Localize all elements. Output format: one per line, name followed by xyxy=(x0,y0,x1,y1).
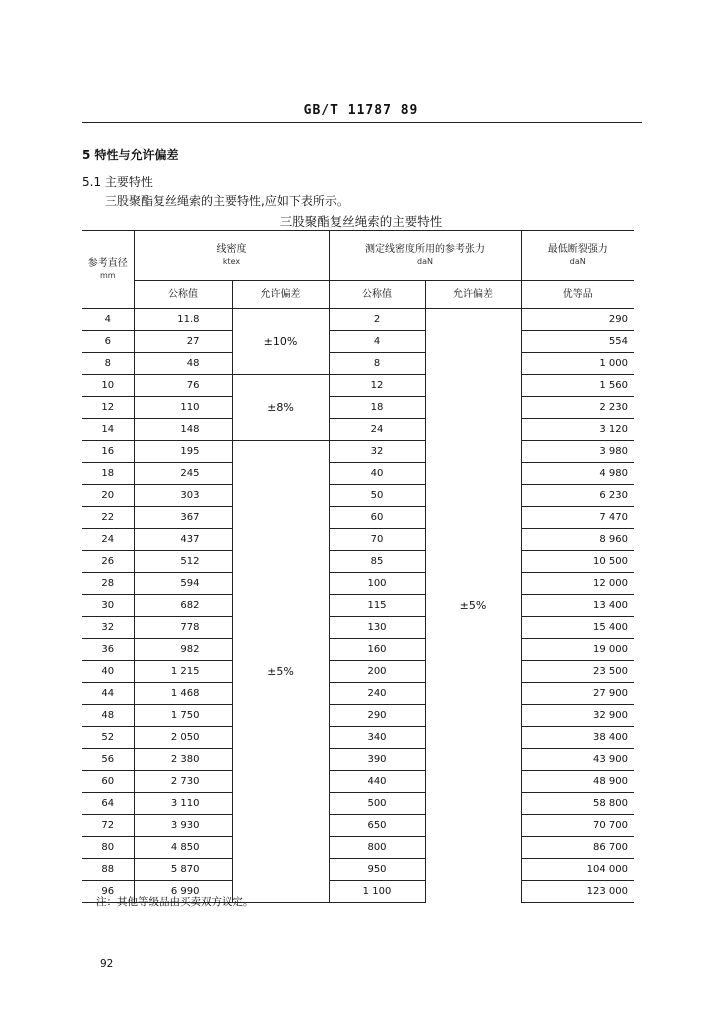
cell-diameter: 26 xyxy=(82,551,134,573)
table-row xyxy=(82,617,634,639)
table-row xyxy=(82,309,634,331)
cell-linear-density: 5 870 xyxy=(134,859,232,881)
cell-breaking-strength: 19 000 xyxy=(521,639,634,661)
table-caption: 三股聚酯复丝绳索的主要特性 xyxy=(279,214,443,229)
cell-tension: 200 xyxy=(329,661,425,683)
table-row xyxy=(82,595,634,617)
cell-diameter: 30 xyxy=(82,595,134,617)
cell-linear-density: 6 990 xyxy=(134,881,232,903)
cell-linear-density: 682 xyxy=(134,595,232,617)
page-number: 92 xyxy=(100,958,114,970)
cell-tension-tolerance: ±5% xyxy=(425,309,521,903)
header-breaking xyxy=(521,231,634,281)
header-linear-density-label: 线密度 xyxy=(216,243,247,255)
cell-linear-density: 148 xyxy=(134,419,232,441)
table-row xyxy=(82,639,634,661)
cell-tension: 100 xyxy=(329,573,425,595)
header-ld-nominal: 公称值 xyxy=(134,281,232,309)
cell-breaking-strength: 554 xyxy=(521,331,634,353)
header-diameter-unit: mm xyxy=(99,270,116,280)
cell-diameter: 96 xyxy=(82,881,134,903)
cell-diameter: 16 xyxy=(82,441,134,463)
cell-diameter: 24 xyxy=(82,529,134,551)
cell-tension: 60 xyxy=(329,507,425,529)
cell-diameter: 22 xyxy=(82,507,134,529)
cell-breaking-strength: 123 000 xyxy=(521,881,634,903)
cell-breaking-strength: 7 470 xyxy=(521,507,634,529)
cell-breaking-strength: 15 400 xyxy=(521,617,634,639)
cell-diameter: 48 xyxy=(82,705,134,727)
table-row xyxy=(82,683,634,705)
cell-breaking-strength: 23 500 xyxy=(521,661,634,683)
cell-ld-tolerance: ±8% xyxy=(232,375,329,441)
cell-tension: 290 xyxy=(329,705,425,727)
header-tension-label: 测定线密度所用的参考张力 xyxy=(365,243,485,255)
cell-tension: 18 xyxy=(329,397,425,419)
cell-breaking-strength: 290 xyxy=(521,309,634,331)
header-grade: 优等品 xyxy=(521,281,634,309)
cell-linear-density: 245 xyxy=(134,463,232,485)
header-breaking-unit: daN xyxy=(569,256,586,266)
cell-tension: 85 xyxy=(329,551,425,573)
cell-breaking-strength: 2 230 xyxy=(521,397,634,419)
cell-ld-tolerance: ±10% xyxy=(232,309,329,375)
cell-linear-density: 1 468 xyxy=(134,683,232,705)
table-row xyxy=(82,353,634,375)
cell-diameter: 8 xyxy=(82,353,134,375)
standard-code: GB/T 11787 89 xyxy=(303,103,419,118)
table-row xyxy=(82,463,634,485)
header-breaking-label: 最低断裂强力 xyxy=(547,243,608,255)
cell-breaking-strength: 3 120 xyxy=(521,419,634,441)
cell-breaking-strength: 8 960 xyxy=(521,529,634,551)
cell-diameter: 36 xyxy=(82,639,134,661)
cell-diameter: 4 xyxy=(82,309,134,331)
cell-diameter: 18 xyxy=(82,463,134,485)
cell-breaking-strength: 32 900 xyxy=(521,705,634,727)
cell-tension: 70 xyxy=(329,529,425,551)
cell-breaking-strength: 27 900 xyxy=(521,683,634,705)
cell-linear-density: 1 750 xyxy=(134,705,232,727)
table-row xyxy=(82,815,634,837)
cell-linear-density: 3 930 xyxy=(134,815,232,837)
cell-tension: 950 xyxy=(329,859,425,881)
table-row xyxy=(82,529,634,551)
cell-breaking-strength: 4 980 xyxy=(521,463,634,485)
intro-text: 三股聚酯复丝绳索的主要特性,应如下表所示。 xyxy=(105,194,349,208)
cell-ld-tolerance: ±5% xyxy=(232,441,329,903)
cell-tension: 160 xyxy=(329,639,425,661)
cell-linear-density: 4 850 xyxy=(134,837,232,859)
header-rule xyxy=(82,122,642,123)
header-tension-tolerance: 允许偏差 xyxy=(425,281,521,309)
cell-diameter: 20 xyxy=(82,485,134,507)
cell-tension: 2 xyxy=(329,309,425,331)
header-linear-density xyxy=(134,231,329,281)
cell-breaking-strength: 43 900 xyxy=(521,749,634,771)
cell-tension: 115 xyxy=(329,595,425,617)
cell-tension: 1 100 xyxy=(329,881,425,903)
table-row xyxy=(82,397,634,419)
cell-linear-density: 110 xyxy=(134,397,232,419)
cell-diameter: 40 xyxy=(82,661,134,683)
cell-breaking-strength: 48 900 xyxy=(521,771,634,793)
table-row xyxy=(82,661,634,683)
table-row xyxy=(82,507,634,529)
cell-linear-density: 437 xyxy=(134,529,232,551)
table-row xyxy=(82,551,634,573)
cell-breaking-strength: 70 700 xyxy=(521,815,634,837)
table-row xyxy=(82,793,634,815)
cell-breaking-strength: 13 400 xyxy=(521,595,634,617)
cell-diameter: 6 xyxy=(82,331,134,353)
subsection-title: 5.1 主要特性 xyxy=(82,175,153,189)
cell-diameter: 88 xyxy=(82,859,134,881)
table-row xyxy=(82,375,634,397)
cell-diameter: 44 xyxy=(82,683,134,705)
cell-breaking-strength: 86 700 xyxy=(521,837,634,859)
cell-linear-density: 982 xyxy=(134,639,232,661)
cell-linear-density: 11.8 xyxy=(134,309,232,331)
table-row xyxy=(82,837,634,859)
header-tension xyxy=(329,231,521,281)
cell-diameter: 28 xyxy=(82,573,134,595)
table-row xyxy=(82,573,634,595)
cell-tension: 500 xyxy=(329,793,425,815)
cell-linear-density: 367 xyxy=(134,507,232,529)
cell-tension: 32 xyxy=(329,441,425,463)
cell-linear-density: 512 xyxy=(134,551,232,573)
cell-linear-density: 48 xyxy=(134,353,232,375)
cell-breaking-strength: 38 400 xyxy=(521,727,634,749)
cell-tension: 40 xyxy=(329,463,425,485)
cell-tension: 800 xyxy=(329,837,425,859)
cell-linear-density: 2 380 xyxy=(134,749,232,771)
cell-breaking-strength: 1 000 xyxy=(521,353,634,375)
cell-diameter: 14 xyxy=(82,419,134,441)
cell-breaking-strength: 1 560 xyxy=(521,375,634,397)
section-title: 5 特性与允许偏差 xyxy=(82,148,179,162)
cell-breaking-strength: 3 980 xyxy=(521,441,634,463)
table-row xyxy=(82,859,634,881)
cell-breaking-strength: 104 000 xyxy=(521,859,634,881)
table-row xyxy=(82,771,634,793)
table-row xyxy=(82,441,634,463)
cell-tension: 650 xyxy=(329,815,425,837)
cell-diameter: 56 xyxy=(82,749,134,771)
cell-linear-density: 2 050 xyxy=(134,727,232,749)
cell-tension: 8 xyxy=(329,353,425,375)
header-diameter-label: 参考直径 xyxy=(87,257,128,269)
cell-linear-density: 1 215 xyxy=(134,661,232,683)
table-row xyxy=(82,705,634,727)
cell-tension: 130 xyxy=(329,617,425,639)
cell-tension: 390 xyxy=(329,749,425,771)
cell-linear-density: 778 xyxy=(134,617,232,639)
table-row xyxy=(82,485,634,507)
cell-linear-density: 2 730 xyxy=(134,771,232,793)
cell-linear-density: 27 xyxy=(134,331,232,353)
cell-linear-density: 594 xyxy=(134,573,232,595)
cell-diameter: 64 xyxy=(82,793,134,815)
cell-tension: 340 xyxy=(329,727,425,749)
cell-linear-density: 3 110 xyxy=(134,793,232,815)
cell-linear-density: 303 xyxy=(134,485,232,507)
cell-tension: 4 xyxy=(329,331,425,353)
header-diameter xyxy=(82,231,134,309)
cell-breaking-strength: 10 500 xyxy=(521,551,634,573)
cell-tension: 12 xyxy=(329,375,425,397)
table-row xyxy=(82,749,634,771)
header-tension-nominal: 公称值 xyxy=(329,281,425,309)
table-row xyxy=(82,331,634,353)
cell-breaking-strength: 58 800 xyxy=(521,793,634,815)
header-ld-tolerance: 允许偏差 xyxy=(232,281,329,309)
cell-tension: 240 xyxy=(329,683,425,705)
cell-diameter: 80 xyxy=(82,837,134,859)
cell-tension: 24 xyxy=(329,419,425,441)
cell-linear-density: 195 xyxy=(134,441,232,463)
cell-breaking-strength: 12 000 xyxy=(521,573,634,595)
cell-diameter: 60 xyxy=(82,771,134,793)
header-tension-unit: daN xyxy=(417,256,433,266)
cell-breaking-strength: 6 230 xyxy=(521,485,634,507)
characteristics-table xyxy=(82,230,634,903)
cell-diameter: 72 xyxy=(82,815,134,837)
cell-diameter: 32 xyxy=(82,617,134,639)
cell-linear-density: 76 xyxy=(134,375,232,397)
table-row xyxy=(82,727,634,749)
table-note: 注：其他等级品由买卖双方议定。 xyxy=(96,896,254,908)
table-row xyxy=(82,419,634,441)
cell-diameter: 10 xyxy=(82,375,134,397)
cell-diameter: 52 xyxy=(82,727,134,749)
header-linear-density-unit: ktex xyxy=(222,256,241,266)
cell-tension: 440 xyxy=(329,771,425,793)
cell-diameter: 12 xyxy=(82,397,134,419)
cell-tension: 50 xyxy=(329,485,425,507)
